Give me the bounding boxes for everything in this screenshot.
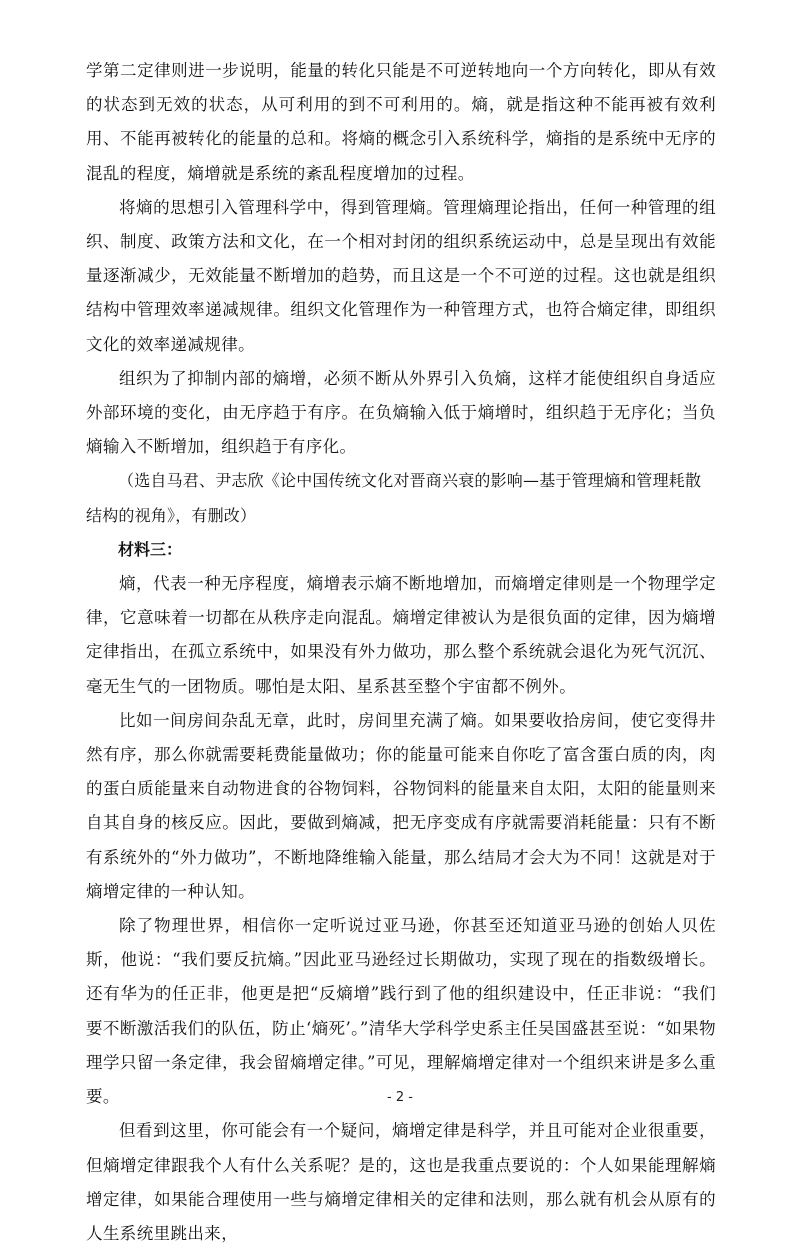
source-citation: （选自马君、尹志欣《论中国传统文化对晋商兴衰的影响—基于管理熵和管理耗散结构的视角》，有删改）: [86, 471, 702, 525]
paragraph-management-entropy: 将熵的思想引入管理科学中，得到管理熵。管理熵理论指出，任何一种管理的组织、制度、政策方法和文化，在一个相对封闭的组织系统运动中，总是呈现出有效能量逐渐减少，无效能量不断增加的趋势，而且这是一个不可逆的过程。这也就是组织结构中管理效率递减规律。组织文化管理作为一种管理方式，也符合熵定律，即组织文化的效率递减规律。: [86, 197, 716, 354]
material-three-heading: 材料三：: [118, 539, 183, 559]
paragraph-personal-relevance: 但看到这里，你可能会有一个疑问，熵增定律是科学，并且可能对企业很重要，但熵增定律跟我个人有什么关系呢？是的，这也是我重点要说的：个人如果能理解熵增定律，如果能合理使用一些与熵增定律相关的定律和法则，那么就有机会从原有的人生系统里跳出来，: [86, 1121, 716, 1243]
paragraph-entropy-definition: 熵，代表一种无序程度，熵增表示熵不断地增加，而熵增定律则是一个物理学定律，它意味着一切都在从秩序走向混乱。熵增定律被认为是很负面的定律，因为熵增定律指出，在孤立系统中，如果没有外力做功，那么整个系统就会退化为死气沉沉、毫无生气的一团物质。哪怕是太阳、星系甚至整个宇宙都不例外。: [86, 574, 716, 696]
document-page: [86, 54, 716, 1251]
paragraph-continuation: 学第二定律则进一步说明，能量的转化只能是不可逆转地向一个方向转化，即从有效的状态到无效的状态，从可利用的到不可利用的。熵，就是指这种不能再被有效利用、不能再被转化的能量的总和。将熵的概念引入系统科学，熵指的是系统中无序的混乱的程度，熵增就是系统的紊乱程度增加的过程。: [86, 61, 716, 183]
paragraph-amazon-huawei: 除了物理世界，相信你一定听说过亚马逊，你甚至还知道亚马逊的创始人贝佐斯，他说：“我们要反抗熵。”因此亚马逊经过长期做功，实现了现在的指数级增长。还有华为的任正非，他更是把“反熵增”践行到了他的组织建设中，任正非说：“我们要不断激活我们的队伍，防止‘熵死’。”清华大学科学史系主任吴国盛甚至说：“如果物理学只留一条定律，我会留熵增定律。”可见，理解熵增定律对一个组织来讲是多么重要。: [86, 916, 716, 1107]
paragraph-room-example: 比如一间房间杂乱无章，此时，房间里充满了熵。如果要收拾房间，使它变得井然有序，那么你就需要耗费能量做功；你的能量可能来自你吃了富含蛋白质的肉，肉的蛋白质能量来自动物进食的谷物饲料，谷物饲料的能量来自太阳，太阳的能量则来自其自身的核反应。因此，要做到熵减，把无序变成有序就需要消耗能量：只有不断有系统外的“外力做功”，不断地降维输入能量，那么结局才会大为不同！这就是对于熵增定律的一种认知。: [86, 710, 716, 901]
page-number: - 2 -: [387, 1090, 413, 1105]
paragraph-negative-entropy: 组织为了抑制内部的熵增，必须不断从外界引入负熵，这样才能使组织自身适应外部环境的变化，由无序趋于有序。在负熵输入低于熵增时，组织趋于无序化；当负熵输入不断增加，组织趋于有序化。: [86, 368, 716, 457]
